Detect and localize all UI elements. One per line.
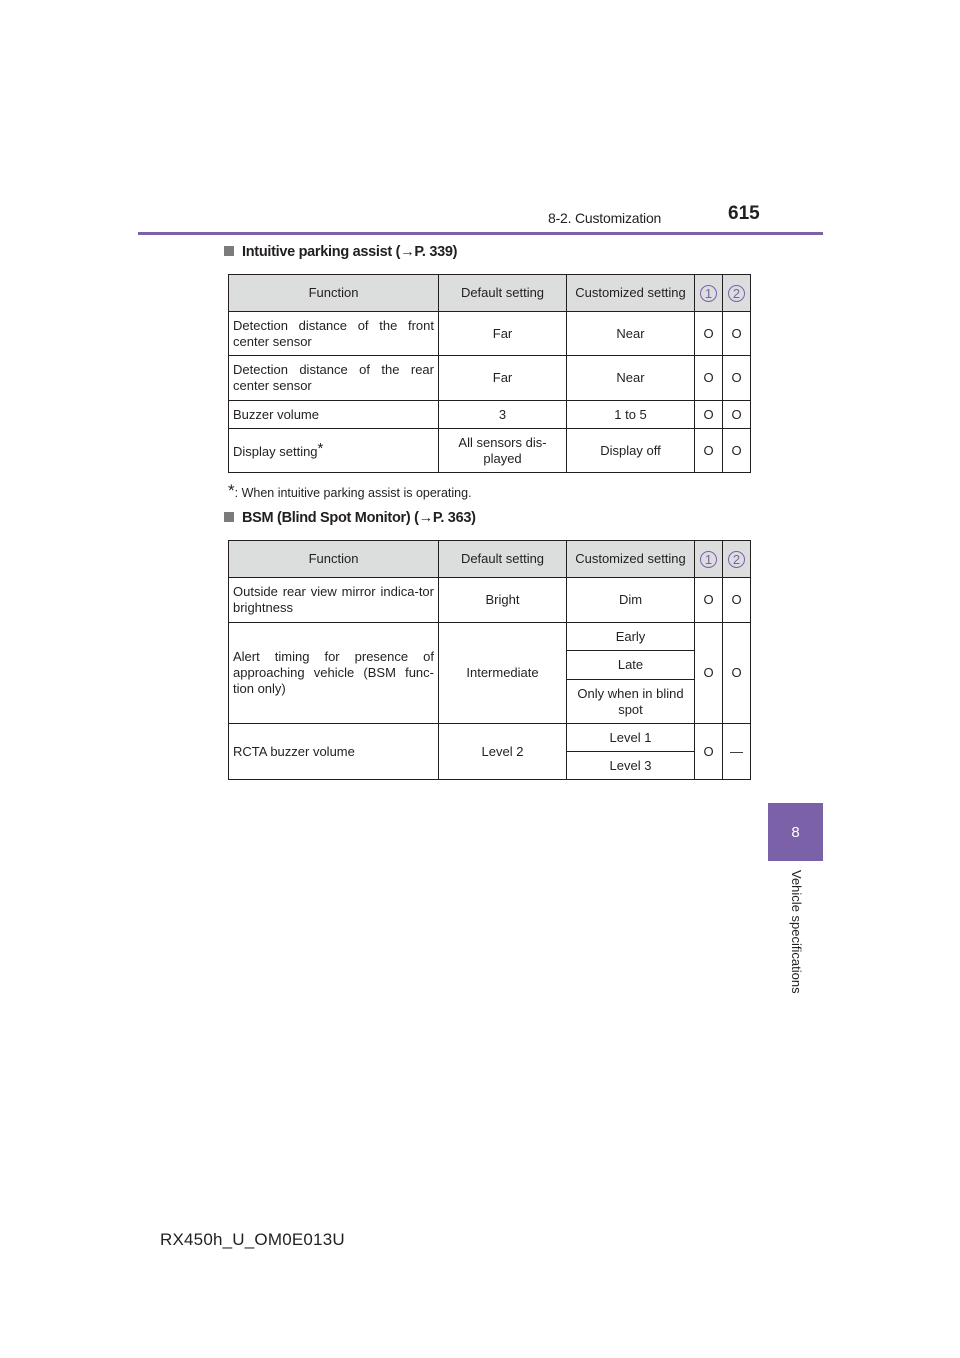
cell-col-2: O	[723, 356, 751, 401]
table-row	[229, 578, 751, 623]
header-col-1	[695, 275, 723, 312]
cell-col-2: O	[723, 623, 751, 724]
footnote-text: : When intuitive parking assist is operating.	[234, 486, 472, 500]
cell-function: Buzzer volume	[229, 401, 439, 429]
chapter-number: 8	[791, 823, 800, 841]
circled-number-1-icon: 1	[700, 285, 717, 302]
heading-text: Intuitive parking assist (	[242, 244, 401, 260]
cell-col-1: O	[695, 312, 723, 356]
cell-col-2: —	[723, 724, 751, 780]
table-row	[229, 356, 751, 401]
page-number: 615	[728, 203, 760, 224]
bsm-table	[228, 540, 751, 780]
header-customized-setting: Customized setting	[567, 541, 695, 578]
cell-customized-option: Only when in blind spot	[567, 680, 695, 724]
footnote-mark: *	[317, 440, 324, 457]
cell-default: Far	[439, 312, 567, 356]
cell-function: Alert timing for presence of approaching vehicle (BSM func-tion only)	[229, 623, 439, 724]
section-heading-parking-assist	[224, 244, 457, 260]
cell-col-1: O	[695, 578, 723, 623]
function-text: Display setting	[233, 444, 318, 459]
cell-customized-option: Level 3	[567, 752, 695, 780]
cell-function: Detection distance of the front center sensor	[229, 312, 439, 356]
cell-col-1: O	[695, 401, 723, 429]
cell-function	[229, 429, 439, 473]
chapter-title-text: Vehicle specifications	[789, 870, 804, 994]
header-rule	[138, 232, 823, 235]
heading-text: BSM (Blind Spot Monitor) (	[242, 510, 419, 526]
header-default-setting: Default setting	[439, 541, 567, 578]
square-bullet-icon	[224, 246, 234, 256]
header-col-2	[723, 275, 751, 312]
cell-col-2: O	[723, 429, 751, 473]
parking-assist-table	[228, 274, 751, 473]
right-arrow-icon: →	[400, 244, 415, 260]
cell-customized-option: Late	[567, 651, 695, 680]
cell-col-1: O	[695, 429, 723, 473]
manual-code: RX450h_U_OM0E013U	[160, 1230, 345, 1249]
cell-default: All sensors dis- played	[439, 429, 567, 473]
footnote-mark: *	[228, 481, 235, 500]
cell-col-1: O	[695, 623, 723, 724]
circled-number-1-icon: 1	[700, 551, 717, 568]
header-col-2	[723, 541, 751, 578]
page-reference-link[interactable]: P. 363)	[432, 510, 476, 526]
cell-function: Outside rear view mirror indica-tor brightness	[229, 578, 439, 623]
cell-default: 3	[439, 401, 567, 429]
header-function: Function	[229, 275, 439, 312]
table-header-row	[229, 275, 751, 312]
cell-customized: Near	[567, 312, 695, 356]
cell-default: Far	[439, 356, 567, 401]
cell-col-2: O	[723, 578, 751, 623]
cell-col-1: O	[695, 356, 723, 401]
table-row	[229, 623, 751, 651]
table-row	[229, 724, 751, 752]
square-bullet-icon	[224, 512, 234, 522]
table-row	[229, 429, 751, 473]
section-heading-bsm	[224, 510, 476, 526]
cell-col-1: O	[695, 724, 723, 780]
chapter-title-vertical	[787, 870, 805, 1010]
table-row	[229, 401, 751, 429]
cell-customized: 1 to 5	[567, 401, 695, 429]
circled-number-2-icon: 2	[728, 285, 745, 302]
page-reference-link[interactable]: P. 339)	[414, 244, 458, 260]
cell-col-2: O	[723, 312, 751, 356]
chapter-tab[interactable]	[768, 803, 823, 861]
right-arrow-icon: →	[418, 510, 433, 526]
cell-default: Level 2	[439, 724, 567, 780]
circled-number-2-icon: 2	[728, 551, 745, 568]
header-function: Function	[229, 541, 439, 578]
header-default-setting: Default setting	[439, 275, 567, 312]
cell-customized: Near	[567, 356, 695, 401]
cell-customized-option: Level 1	[567, 724, 695, 752]
cell-customized-option: Early	[567, 623, 695, 651]
table-row	[229, 312, 751, 356]
header-customized-setting: Customized setting	[567, 275, 695, 312]
cell-default: Bright	[439, 578, 567, 623]
cell-customized: Display off	[567, 429, 695, 473]
table-header-row	[229, 541, 751, 578]
footnote	[228, 481, 472, 501]
header-col-1	[695, 541, 723, 578]
cell-function: Detection distance of the rear center sensor	[229, 356, 439, 401]
header-section-title: 8-2. Customization	[548, 210, 662, 226]
cell-customized: Dim	[567, 578, 695, 623]
cell-default: Intermediate	[439, 623, 567, 724]
cell-col-2: O	[723, 401, 751, 429]
cell-function: RCTA buzzer volume	[229, 724, 439, 780]
